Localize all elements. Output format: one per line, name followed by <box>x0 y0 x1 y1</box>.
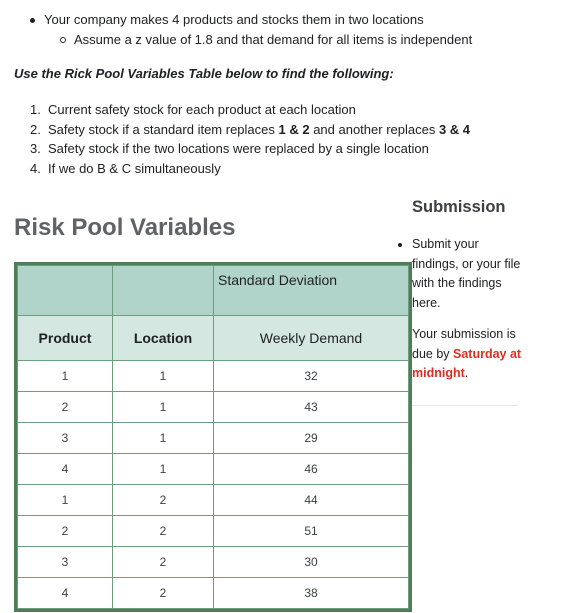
due-date-text <box>412 325 522 384</box>
bullet-dot-icon <box>30 18 35 23</box>
cell-product: 4 <box>18 454 113 485</box>
due-suffix: . <box>464 366 469 380</box>
task-item <box>30 139 470 159</box>
task-number: 4. <box>30 161 41 177</box>
submission-bullet-text: Submit your findings, or your file with the findings here. <box>412 237 521 310</box>
cell-product: 1 <box>18 361 113 392</box>
cell-location: 2 <box>113 578 214 609</box>
task-text: and another replaces <box>309 121 439 137</box>
task-list <box>30 100 470 179</box>
cell-product: 2 <box>18 516 113 547</box>
risk-pool-table <box>14 262 412 612</box>
intro-bullets <box>30 10 472 50</box>
task-bold-text: 3 & 4 <box>438 121 471 137</box>
intro-sub-bullet <box>30 30 472 50</box>
task-number: 2. <box>30 121 41 137</box>
intro-bullet <box>30 10 472 30</box>
cell-product: 2 <box>18 392 113 423</box>
column-header-weekly-demand: Weekly Demand <box>214 316 409 361</box>
cell-demand: 38 <box>214 578 409 609</box>
task-number: 3. <box>30 141 41 157</box>
table-row <box>18 392 409 423</box>
table-row <box>18 485 409 516</box>
cell-product: 4 <box>18 578 113 609</box>
cell-location: 2 <box>113 485 214 516</box>
task-number: 1. <box>30 102 41 117</box>
cell-demand: 30 <box>214 547 409 578</box>
table-header-row <box>18 266 409 316</box>
table-row <box>18 454 409 485</box>
cell-location: 1 <box>113 454 214 485</box>
divider <box>412 405 518 406</box>
submission-panel <box>412 198 522 384</box>
cell-location: 2 <box>113 547 214 578</box>
header-blank <box>18 266 113 316</box>
task-item <box>30 100 470 120</box>
task-text: Current safety stock for each product at each location <box>48 102 356 117</box>
cell-product: 3 <box>18 547 113 578</box>
cell-demand: 43 <box>214 392 409 423</box>
header-blank <box>113 266 214 316</box>
task-text: If we do B & C simultaneously <box>48 161 221 177</box>
cell-location: 2 <box>113 516 214 547</box>
table-row <box>18 547 409 578</box>
cell-demand: 46 <box>214 454 409 485</box>
task-item <box>30 120 470 140</box>
due-deadline: Saturday at midnight <box>412 346 522 380</box>
column-header-location: Location <box>113 316 214 361</box>
submission-title: Submission <box>412 198 506 216</box>
bullet-dot-icon <box>398 243 402 247</box>
column-header-product: Product <box>18 316 113 361</box>
table-row <box>18 516 409 547</box>
table-row <box>18 423 409 454</box>
submission-list <box>412 235 522 313</box>
cell-demand: 44 <box>214 485 409 516</box>
intro-sub-bullet-text: Assume a z value of 1.8 and that demand for all items is independent <box>74 32 473 47</box>
table-row <box>18 361 409 392</box>
submission-bullet <box>412 235 522 313</box>
cell-location: 1 <box>113 361 214 392</box>
cell-demand: 51 <box>214 516 409 547</box>
instruction-text: Use the Rick Pool Variables Table below to find the following: <box>14 66 394 81</box>
table-row <box>18 578 409 609</box>
intro-bullet-text: Your company makes 4 products and stocks them in two locations <box>44 12 424 27</box>
std-dev-header: Standard Deviation <box>214 266 409 316</box>
table-header-row <box>18 316 409 361</box>
cell-location: 1 <box>113 423 214 454</box>
cell-demand: 32 <box>214 361 409 392</box>
section-title: Risk Pool Variables <box>14 214 236 241</box>
due-prefix: Your submission is due by <box>412 327 516 361</box>
cell-product: 1 <box>18 485 113 516</box>
cell-product: 3 <box>18 423 113 454</box>
bullet-circle-icon <box>60 37 66 43</box>
task-item <box>30 159 470 179</box>
cell-location: 1 <box>113 392 214 423</box>
task-text: Safety stock if the two locations were replaced by a single location <box>48 141 429 157</box>
cell-demand: 29 <box>214 423 409 454</box>
task-bold-text: 1 & 2 <box>278 121 310 137</box>
task-text: Safety stock if a standard item replaces <box>48 121 279 137</box>
